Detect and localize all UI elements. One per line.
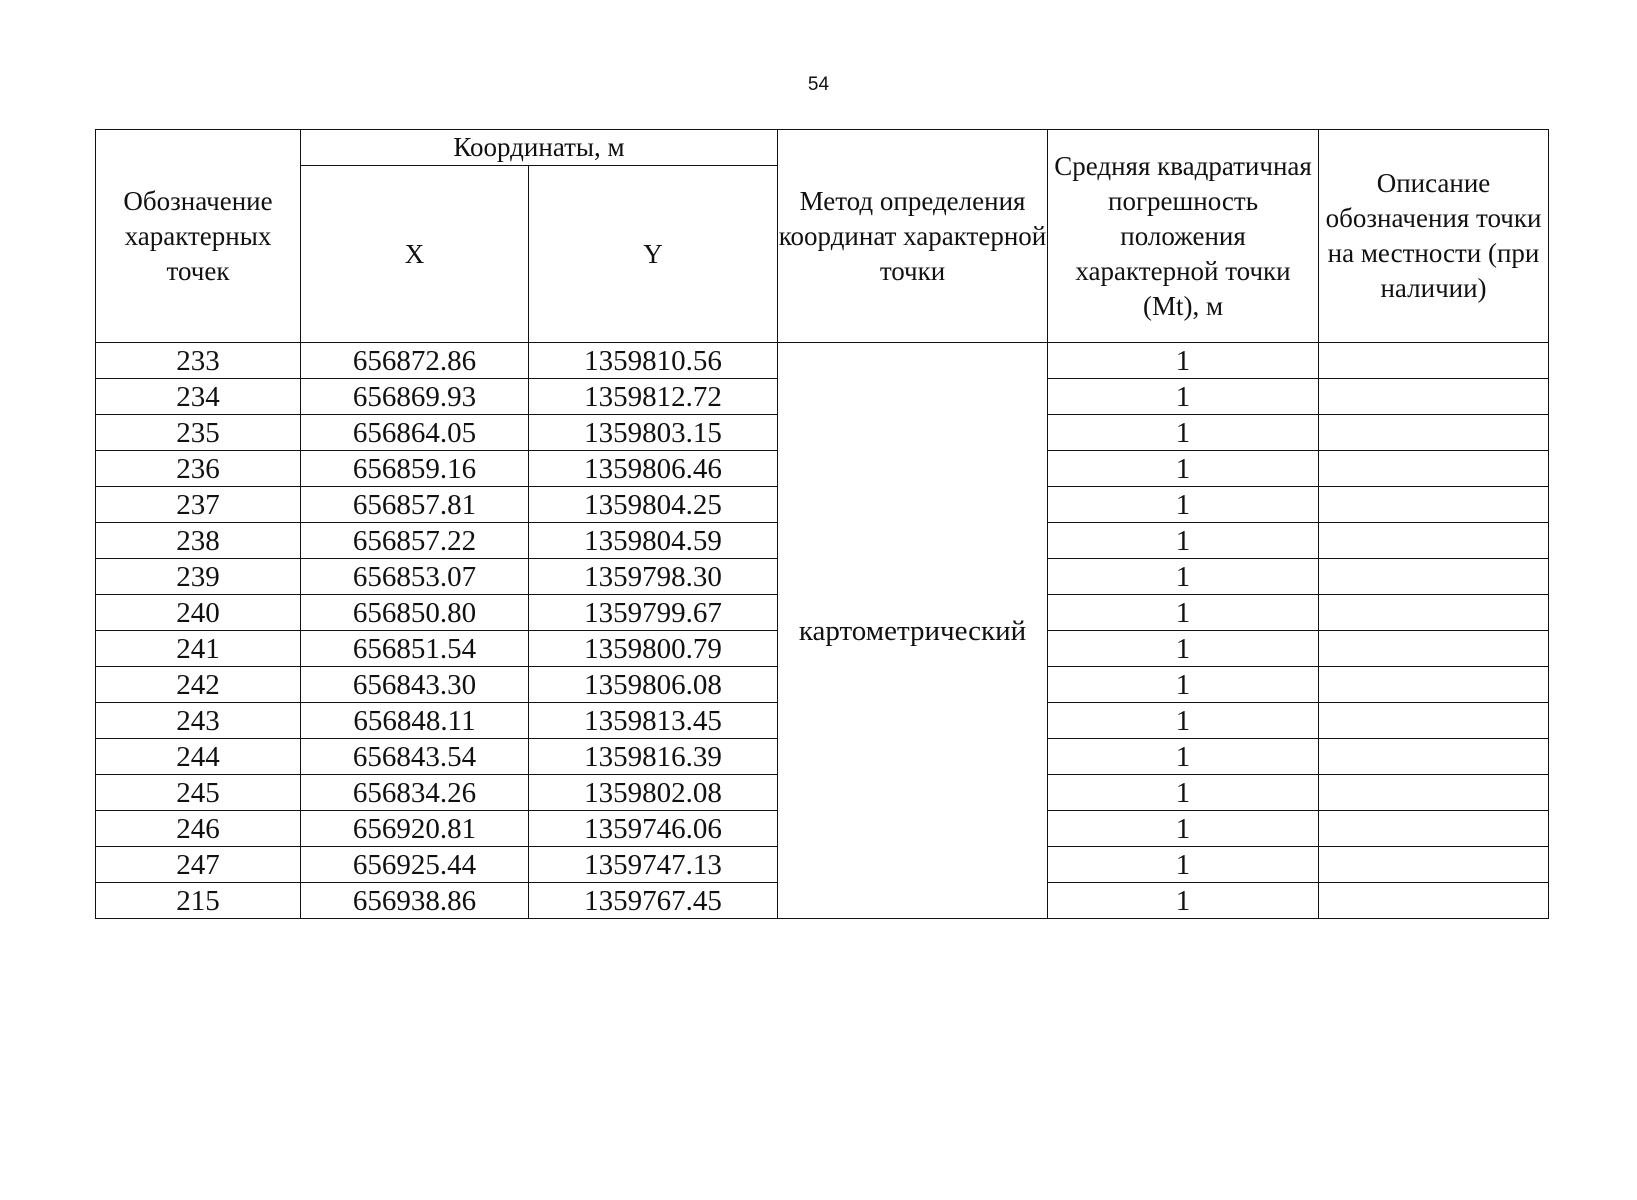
cell-description <box>1319 631 1549 667</box>
cell-point: 239 <box>96 559 301 595</box>
cell-error: 1 <box>1048 811 1319 847</box>
cell-point: 215 <box>96 883 301 919</box>
cell-description <box>1319 559 1549 595</box>
cell-error: 1 <box>1048 415 1319 451</box>
cell-y: 1359813.45 <box>529 703 778 739</box>
cell-description <box>1319 343 1549 379</box>
cell-y: 1359746.06 <box>529 811 778 847</box>
header-y: Y <box>529 166 778 343</box>
cell-x: 656872.86 <box>301 343 529 379</box>
cell-description <box>1319 883 1549 919</box>
cell-error: 1 <box>1048 703 1319 739</box>
cell-error: 1 <box>1048 667 1319 703</box>
cell-description <box>1319 811 1549 847</box>
cell-y: 1359812.72 <box>529 379 778 415</box>
cell-point: 245 <box>96 775 301 811</box>
cell-point: 242 <box>96 667 301 703</box>
table-body <box>96 343 1549 919</box>
cell-x: 656850.80 <box>301 595 529 631</box>
cell-error: 1 <box>1048 631 1319 667</box>
cell-x: 656851.54 <box>301 631 529 667</box>
cell-description <box>1319 847 1549 883</box>
header-method: Метод определения координат характерной точки <box>778 130 1048 343</box>
header-description: Описание обозначения точки на местности (при наличии) <box>1319 130 1549 343</box>
cell-error: 1 <box>1048 343 1319 379</box>
page-number: 54 <box>807 74 830 95</box>
cell-description <box>1319 595 1549 631</box>
cell-y: 1359804.59 <box>529 523 778 559</box>
cell-y: 1359804.25 <box>529 487 778 523</box>
cell-description <box>1319 775 1549 811</box>
cell-y: 1359806.46 <box>529 451 778 487</box>
cell-error: 1 <box>1048 379 1319 415</box>
cell-x: 656843.30 <box>301 667 529 703</box>
cell-x: 656843.54 <box>301 739 529 775</box>
cell-point: 235 <box>96 415 301 451</box>
cell-description <box>1319 451 1549 487</box>
cell-description <box>1319 703 1549 739</box>
cell-method: картометрический <box>778 343 1048 919</box>
cell-description <box>1319 415 1549 451</box>
cell-x: 656938.86 <box>301 883 529 919</box>
cell-point: 246 <box>96 811 301 847</box>
cell-error: 1 <box>1048 523 1319 559</box>
cell-error: 1 <box>1048 883 1319 919</box>
cell-y: 1359800.79 <box>529 631 778 667</box>
cell-x: 656853.07 <box>301 559 529 595</box>
cell-error: 1 <box>1048 595 1319 631</box>
cell-point: 244 <box>96 739 301 775</box>
cell-y: 1359799.67 <box>529 595 778 631</box>
cell-point: 236 <box>96 451 301 487</box>
cell-y: 1359806.08 <box>529 667 778 703</box>
cell-error: 1 <box>1048 739 1319 775</box>
cell-y: 1359816.39 <box>529 739 778 775</box>
cell-description <box>1319 487 1549 523</box>
cell-description <box>1319 667 1549 703</box>
cell-error: 1 <box>1048 487 1319 523</box>
cell-x: 656864.05 <box>301 415 529 451</box>
cell-point: 240 <box>96 595 301 631</box>
cell-x: 656857.22 <box>301 523 529 559</box>
cell-point: 238 <box>96 523 301 559</box>
cell-description <box>1319 739 1549 775</box>
cell-y: 1359798.30 <box>529 559 778 595</box>
cell-point: 233 <box>96 343 301 379</box>
header-error: Средняя квадратичная погрешность положения характерной точки (Mt), м <box>1048 130 1319 343</box>
cell-point: 237 <box>96 487 301 523</box>
cell-y: 1359803.15 <box>529 415 778 451</box>
cell-y: 1359802.08 <box>529 775 778 811</box>
table-header <box>96 130 1549 343</box>
cell-x: 656834.26 <box>301 775 529 811</box>
cell-x: 656925.44 <box>301 847 529 883</box>
cell-point: 247 <box>96 847 301 883</box>
header-coordinates: Координаты, м <box>301 130 778 166</box>
cell-point: 243 <box>96 703 301 739</box>
cell-error: 1 <box>1048 775 1319 811</box>
cell-x: 656869.93 <box>301 379 529 415</box>
coordinates-table <box>95 129 1549 919</box>
cell-y: 1359767.45 <box>529 883 778 919</box>
cell-y: 1359810.56 <box>529 343 778 379</box>
cell-error: 1 <box>1048 451 1319 487</box>
cell-description <box>1319 379 1549 415</box>
cell-point: 234 <box>96 379 301 415</box>
cell-x: 656857.81 <box>301 487 529 523</box>
cell-error: 1 <box>1048 559 1319 595</box>
header-x: X <box>301 166 529 343</box>
cell-x: 656859.16 <box>301 451 529 487</box>
cell-y: 1359747.13 <box>529 847 778 883</box>
table-row <box>96 343 1549 379</box>
cell-error: 1 <box>1048 847 1319 883</box>
header-point: Обозначение характерных точек <box>96 130 301 343</box>
cell-x: 656848.11 <box>301 703 529 739</box>
cell-x: 656920.81 <box>301 811 529 847</box>
cell-description <box>1319 523 1549 559</box>
cell-point: 241 <box>96 631 301 667</box>
